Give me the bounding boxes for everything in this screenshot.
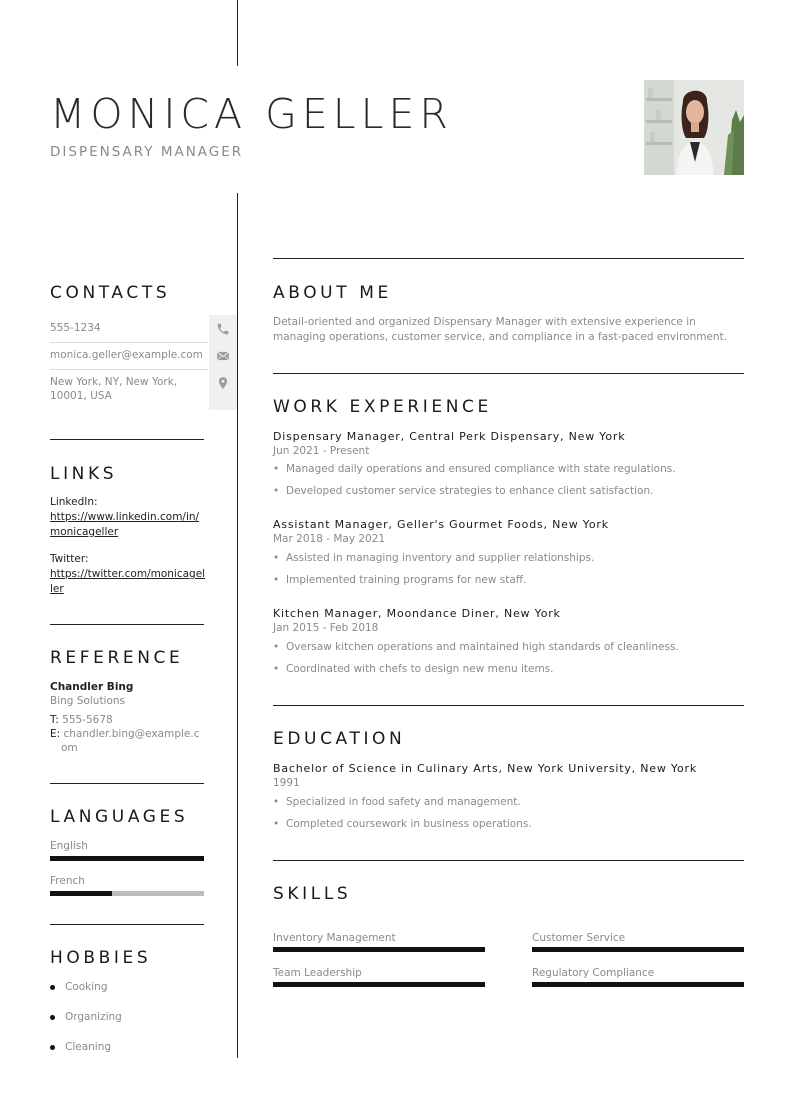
section-divider [273,860,744,861]
skill-name: Regulatory Compliance [532,967,655,979]
job-date: Jun 2021 - Present [273,445,370,457]
job-title: Dispensary Manager, Central Perk Dispensary, New York [273,430,626,443]
job-bullet-text: Developed customer service strategies to enhance client satisfaction. [286,485,654,497]
link-label-twitter: Twitter: [50,553,89,565]
education-bullet-text: Completed coursework in business operations. [286,818,532,830]
contact-address-text: New York, NY, New York, 10001, USA [50,376,178,402]
job-bullet-text: Oversaw kitchen operations and maintained high standards of cleanliness. [286,641,679,653]
skill-name: Inventory Management [273,932,396,944]
job-bullet-text: Coordinated with chefs to design new menu items. [286,663,554,675]
contact-separator [50,369,208,370]
phone-icon [216,322,230,336]
hobby-text: Cleaning [65,1041,112,1053]
languages-heading: LANGUAGES [50,807,189,827]
profile-photo-image [644,80,744,175]
education-degree: Bachelor of Science in Culinary Arts, New York University, New York [273,762,698,775]
candidate-name: MONICA GELLER [50,90,453,138]
bullet-dot-icon [50,1045,55,1050]
hobby-text: Organizing [65,1011,122,1023]
section-divider [50,439,204,440]
profile-photo [644,80,744,175]
contact-phone-text: 555-1234 [50,322,101,334]
reference-heading: REFERENCE [50,648,184,668]
mail-icon [216,349,230,363]
reference-organization: Bing Solutions [50,695,126,707]
twitter-link[interactable]: https://twitter.com/monicageller [50,568,206,595]
job-bullet-text: Implemented training programs for new staff. [286,574,527,586]
reference-phone [50,713,113,727]
bullet-icon: • [273,552,280,564]
skill-name: Team Leadership [273,967,362,979]
reference-email-value[interactable]: chandler.bing@example.com [61,728,200,754]
about-text: Detail-oriented and organized Dispensary Manager with extensive experience in managing operations, customer service, and compliance in a fast-paced environment. [273,316,728,343]
hobbies-heading: HOBBIES [50,948,152,968]
hobby-text: Cooking [65,981,108,993]
section-divider [50,924,204,925]
bullet-dot-icon [50,985,55,990]
education-bullet-text: Specialized in food safety and management. [286,796,521,808]
contacts-heading: CONTACTS [50,283,171,303]
work-experience-heading: WORK EXPERIENCE [273,397,492,417]
language-level-bar [50,891,204,896]
vertical-divider [237,193,238,1058]
education-heading: EDUCATION [273,729,406,749]
section-divider [273,373,744,374]
bullet-icon: • [273,818,280,830]
bullet-icon: • [273,663,280,675]
reference-name: Chandler Bing [50,681,134,693]
reference-phone-value: 555-5678 [62,714,113,726]
skill-level-bar [273,947,485,952]
location-pin-icon [216,376,230,390]
bullet-dot-icon [50,1015,55,1020]
bullet-icon: • [273,796,280,808]
skill-level-bar [273,982,485,987]
reference-phone-label: T: [50,714,59,726]
skill-name: Customer Service [532,932,626,944]
job-bullet-text: Assisted in managing inventory and supplier relationships. [286,552,595,564]
section-divider [50,624,204,625]
contact-email-text[interactable]: monica.geller@example.com [50,349,203,361]
language-level-fill [50,856,204,861]
bullet-icon: • [273,485,280,497]
links-heading: LINKS [50,464,118,484]
section-divider [50,783,204,784]
contact-separator [50,342,208,343]
bullet-icon: • [273,641,280,653]
section-divider [273,258,744,259]
link-label-linkedin: LinkedIn: [50,496,98,508]
skill-level-bar [532,947,744,952]
vertical-divider-top [237,0,238,66]
contact-icon-strip [209,315,237,410]
job-title: Assistant Manager, Geller's Gourmet Foods, New York [273,518,609,531]
language-level-bar [50,856,204,861]
job-date: Jan 2015 - Feb 2018 [273,622,379,634]
linkedin-link[interactable]: https://www.linkedin.com/in/monicageller [50,511,200,538]
bullet-icon: • [273,463,280,475]
job-title: Kitchen Manager, Moondance Diner, New York [273,607,561,620]
reference-email-label: E: [50,728,61,740]
job-bullet-text: Managed daily operations and ensured compliance with state regulations. [286,463,676,475]
about-heading: ABOUT ME [273,283,392,303]
bullet-icon: • [273,574,280,586]
language-level-fill [50,891,112,896]
language-name: French [50,875,85,887]
reference-email [50,727,204,755]
skills-heading: SKILLS [273,884,352,904]
language-name: English [50,840,88,852]
section-divider [273,705,744,706]
skill-level-bar [532,982,744,987]
candidate-title: DISPENSARY MANAGER [50,144,244,160]
job-date: Mar 2018 - May 2021 [273,533,386,545]
education-year: 1991 [273,777,300,789]
